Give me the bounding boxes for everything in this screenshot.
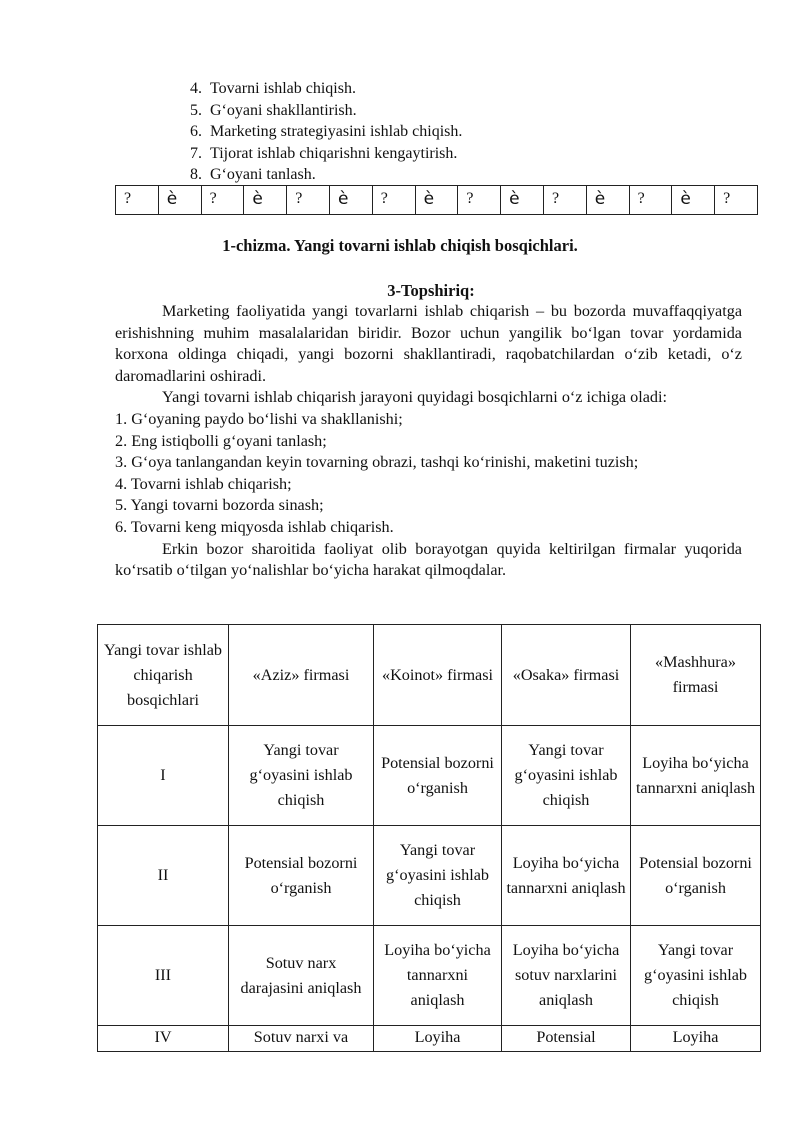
symbol-cell: ? bbox=[287, 186, 330, 215]
step-item: 6. Tovarni keng miqyosda ishlab chiqarish. bbox=[115, 517, 394, 536]
list-item bbox=[190, 164, 462, 186]
table-cell: Loyiha bo‘yicha tannarxni aniqlash bbox=[502, 826, 631, 926]
stage-cell: III bbox=[98, 926, 229, 1026]
symbol-cell: ? bbox=[543, 186, 586, 215]
list-item bbox=[190, 121, 462, 143]
table-cell: Yangi tovar g‘oyasini ishlab chiqish bbox=[631, 926, 761, 1026]
table-row bbox=[98, 726, 761, 826]
list-item bbox=[190, 143, 462, 165]
paragraph: Erkin bozor sharoitida faoliyat olib borayotgan quyida keltirilgan firmalar yuqorida ko‘rsatib o‘tilgan yo‘nalishlar bo‘yicha harakat qilmoqdalar. bbox=[115, 539, 742, 580]
table-row bbox=[98, 1026, 761, 1052]
table-row bbox=[98, 826, 761, 926]
step-item: 5. Yangi tovarni bozorda sinash; bbox=[115, 496, 324, 515]
list-text: Tijorat ishlab chiqarishni kengaytirish. bbox=[210, 144, 458, 162]
table-cell: Loyiha bbox=[631, 1026, 761, 1052]
table-header-cell: «Aziz» firmasi bbox=[229, 625, 374, 726]
table-header-cell: «Mashhura» firmasi bbox=[631, 625, 761, 726]
table-cell: Sotuv narx darajasini aniqlash bbox=[229, 926, 374, 1026]
table-cell: Sotuv narxi va bbox=[229, 1026, 374, 1052]
flow-symbol-row bbox=[115, 185, 758, 215]
symbol-cell: ? bbox=[372, 186, 415, 215]
arrow-symbol-cell: è bbox=[586, 186, 629, 215]
table-cell: Potensial bozorni o‘rganish bbox=[631, 826, 761, 926]
table-header-row bbox=[98, 625, 761, 726]
table-cell: Potensial bbox=[502, 1026, 631, 1052]
arrow-symbol-cell: è bbox=[158, 186, 201, 215]
list-number: 6. bbox=[190, 123, 202, 141]
table-cell: Potensial bozorni o‘rganish bbox=[374, 726, 502, 826]
list-number: 8. bbox=[190, 166, 202, 184]
list-number: 7. bbox=[190, 144, 202, 162]
paragraph: Marketing faoliyatida yangi tovarlarni ishlab chiqarish – bu bozorda muvaffaqqiyatga erishishning muhim masalalaridan biridir. Bozor uchun yangilik bo‘lgan tovar yordamida korxona oldinga chiqadi, yangi bozorni shakllantiradi, raqobatchilardan o‘zib ketadi, o‘z daromadlarini oshiradi. bbox=[115, 302, 742, 385]
table-cell: Potensial bozorni o‘rganish bbox=[229, 826, 374, 926]
list-text: G‘oyani tanlash. bbox=[210, 166, 316, 184]
list-text: Tovarni ishlab chiqish. bbox=[210, 80, 356, 97]
table-header-cell: Yangi tovar ishlab chiqarish bosqichlari bbox=[98, 625, 229, 726]
symbol-cell: ? bbox=[629, 186, 672, 215]
symbol-cell: ? bbox=[116, 186, 159, 215]
table-cell: Loyiha bo‘yicha tannarxni aniqlash bbox=[631, 726, 761, 826]
table-cell: Loyiha bo‘yicha sotuv narxlarini aniqlash bbox=[502, 926, 631, 1026]
step-item: 2. Eng istiqbolli g‘oyani tanlash; bbox=[115, 431, 327, 450]
arrow-symbol-cell: è bbox=[329, 186, 372, 215]
symbol-cell: ? bbox=[458, 186, 501, 215]
stage-list bbox=[190, 78, 462, 186]
table-header-cell: «Koinot» firmasi bbox=[374, 625, 502, 726]
table-cell: Yangi tovar g‘oyasini ishlab chiqish bbox=[502, 726, 631, 826]
stage-cell: IV bbox=[98, 1026, 229, 1052]
symbol-cell: ? bbox=[715, 186, 758, 215]
body-text bbox=[115, 301, 742, 582]
list-text: G‘oyani shakllantirish. bbox=[210, 101, 357, 119]
firms-stages-table bbox=[97, 624, 761, 1052]
table-cell: Yangi tovar g‘oyasini ishlab chiqish bbox=[374, 826, 502, 926]
list-item bbox=[190, 100, 462, 122]
list-text: Marketing strategiyasini ishlab chiqish. bbox=[210, 123, 463, 141]
step-item: 3. G‘oya tanlangandan keyin tovarning obrazi, tashqi ko‘rinishi, maketini tuzish; bbox=[115, 453, 639, 472]
table-cell: Yangi tovar g‘oyasini ishlab chiqish bbox=[229, 726, 374, 826]
list-number: 4. bbox=[190, 80, 202, 97]
step-item: 4. Tovarni ishlab chiqarish; bbox=[115, 474, 292, 493]
arrow-symbol-cell: è bbox=[415, 186, 458, 215]
task-heading: 3-Topshiriq: bbox=[387, 281, 475, 300]
list-number: 5. bbox=[190, 101, 202, 119]
table-cell: Loyiha bbox=[374, 1026, 502, 1052]
step-item: 1. G‘oyaning paydo bo‘lishi va shakllanishi; bbox=[115, 409, 403, 428]
table-row bbox=[98, 926, 761, 1026]
stage-cell: I bbox=[98, 726, 229, 826]
table-header-cell: «Osaka» firmasi bbox=[502, 625, 631, 726]
figure-caption: 1-chizma. Yangi tovarni ishlab chiqish bosqichlari. bbox=[222, 236, 578, 255]
table-cell: Loyiha bo‘yicha tannarxni aniqlash bbox=[374, 926, 502, 1026]
paragraph: Yangi tovarni ishlab chiqarish jarayoni quyidagi bosqichlarni o‘z ichiga oladi: bbox=[162, 388, 668, 407]
arrow-symbol-cell: è bbox=[244, 186, 287, 215]
symbol-cell: ? bbox=[201, 186, 244, 215]
list-item bbox=[190, 78, 462, 100]
stage-cell: II bbox=[98, 826, 229, 926]
arrow-symbol-cell: è bbox=[501, 186, 544, 215]
arrow-symbol-cell: è bbox=[672, 186, 715, 215]
